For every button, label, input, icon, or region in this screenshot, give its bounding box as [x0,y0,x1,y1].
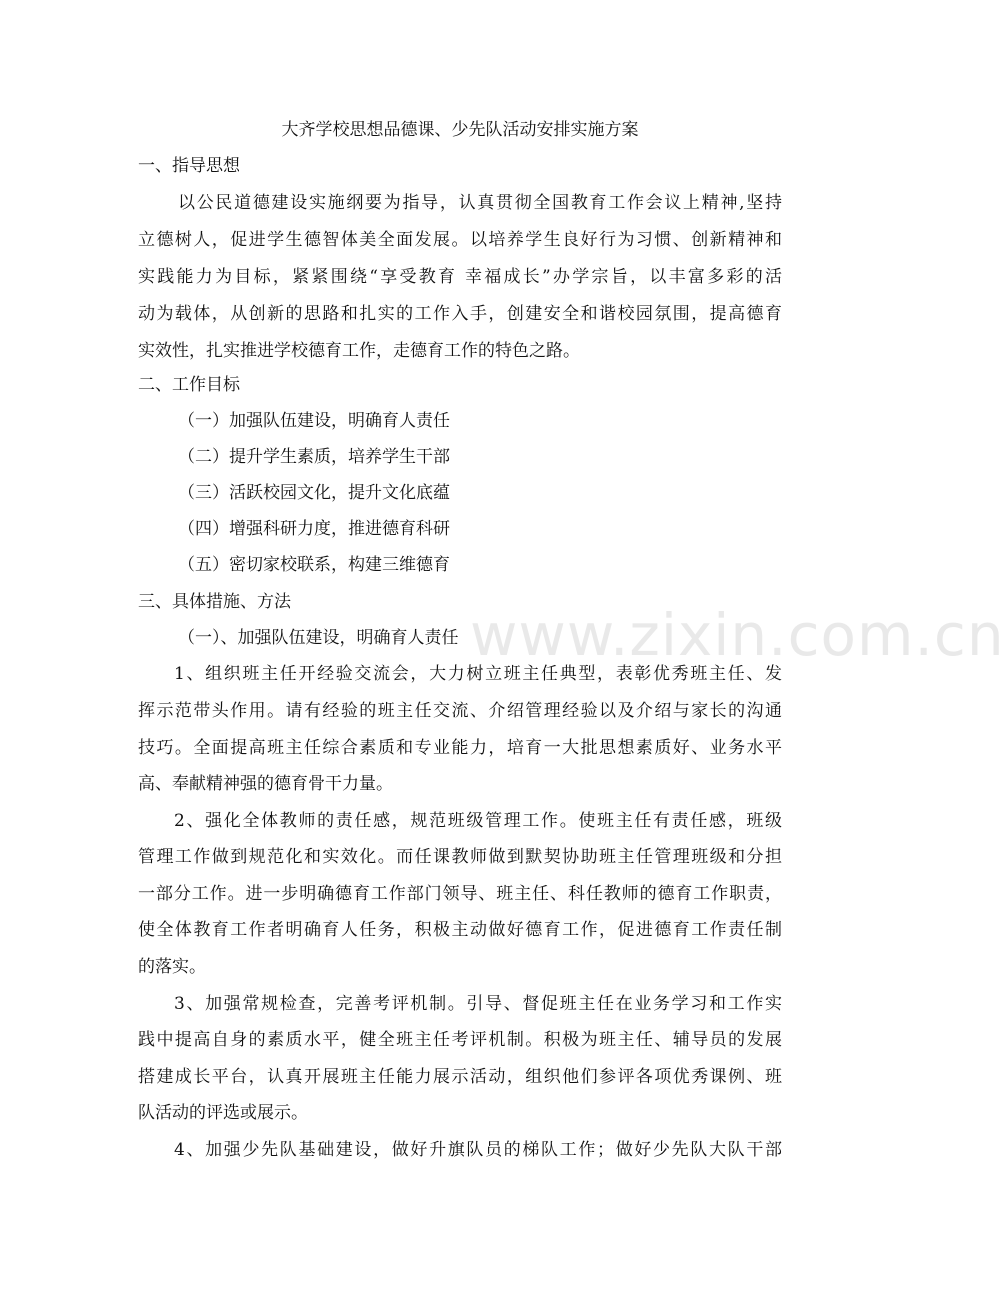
paragraph-line: 践中提高自身的素质水平，健全班主任考评机制。积极为班主任、辅导员的发展 [138,1030,782,1050]
goal-item: （三）活跃校园文化，提升文化底蕴 [178,483,450,503]
goal-item: （四）增强科研力度，推进德育科研 [178,519,450,539]
goal-item: （二）提升学生素质，培养学生干部 [178,447,450,467]
heading-1: 一、指导思想 [138,156,240,176]
paragraph-line: 1、组织班主任开经验交流会，大力树立班主任典型，表彰优秀班主任、发 [174,664,782,684]
paragraph-line: 实效性，扎实推进学校德育工作，走德育工作的特色之路。 [138,341,580,361]
heading-2: 二、工作目标 [138,375,240,395]
paragraph-line: 搭建成长平台，认真开展班主任能力展示活动，组织他们参评各项优秀课例、班 [138,1067,782,1087]
document-title: 大齐学校思想品德课、少先队活动安排实施方案 [281,120,639,140]
goal-item: （一）加强队伍建设，明确育人责任 [178,411,450,431]
goal-item: （五）密切家校联系，构建三维德育 [178,555,450,575]
paragraph-line: 动为载体，从创新的思路和扎实的工作入手，创建安全和谐校园氛围，提高德育 [138,304,782,324]
paragraph-line: 立德树人，促进学生德智体美全面发展。以培养学生良好行为习惯、创新精神和 [138,230,782,250]
heading-3: 三、具体措施、方法 [138,592,291,612]
paragraph-line: 4、加强少先队基础建设，做好升旗队员的梯队工作；做好少先队大队干部 [174,1140,782,1160]
paragraph-line: 的落实。 [138,957,206,977]
paragraph-line: 以公民道德建设实施纲要为指导，认真贯彻全国教育工作会议上精神,坚持 [178,193,782,213]
watermark: www.zixin.com.cn [470,601,1005,669]
paragraph-line: 队活动的评选或展示。 [138,1103,308,1123]
paragraph-line: 使全体教育工作者明确育人任务，积极主动做好德育工作，促进德育工作责任制 [138,920,782,940]
paragraph-line: 实践能力为目标，紧紧围绕“享受教育 幸福成长”办学宗旨，以丰富多彩的活 [138,267,782,287]
paragraph-line: 一部分工作。进一步明确德育工作部门领导、班主任、科任教师的德育工作职责， [138,884,782,904]
paragraph-line: 挥示范带头作用。请有经验的班主任交流、介绍管理经验以及介绍与家长的沟通 [138,701,782,721]
paragraph-line: 3、加强常规检查，完善考评机制。引导、督促班主任在业务学习和工作实 [174,994,782,1014]
paragraph-line: 2、强化全体教师的责任感，规范班级管理工作。使班主任有责任感，班级 [174,811,782,831]
paragraph-line: 技巧。全面提高班主任综合素质和专业能力，培育一大批思想素质好、业务水平 [138,738,782,758]
subheading: （一）、加强队伍建设，明确育人责任 [178,628,459,648]
paragraph-line: 管理工作做到规范化和实效化。而任课教师做到默契协助班主任管理班级和分担 [138,847,782,867]
paragraph-line: 高、奉献精神强的德育骨干力量。 [138,774,393,794]
